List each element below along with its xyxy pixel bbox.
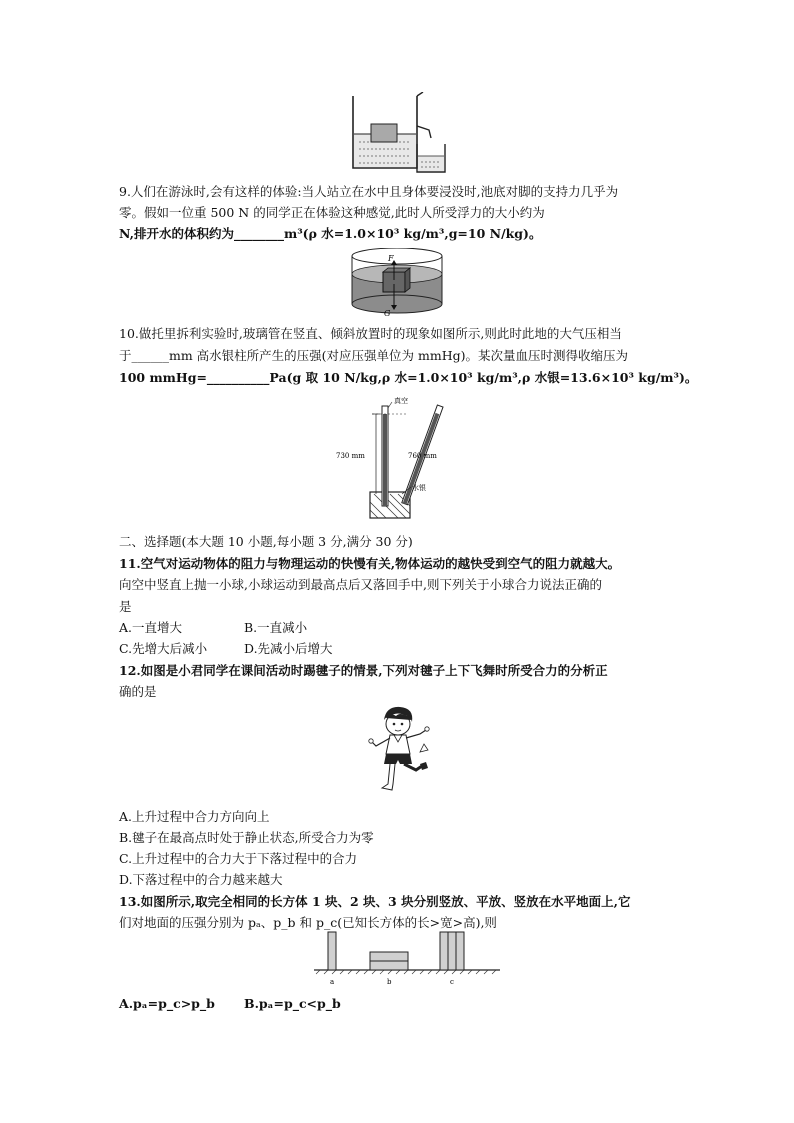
q11-option-b: B.一直减小 xyxy=(244,620,308,635)
q12-option-c: C.上升过程中的合力大于下落过程中的合力 xyxy=(119,851,358,866)
q13-line-1: 13.如图所示,取完全相同的长方体 1 块、2 块、3 块分别竖放、平放、竖放在水平地面上,它 xyxy=(119,894,631,909)
q12-line-1: 12.如图是小君同学在课间活动时踢毽子的情景,下列对毽子上下飞舞时所受合力的分析正 xyxy=(119,663,608,678)
height-760-label: 760 mm xyxy=(408,452,437,460)
block-c-label: c xyxy=(450,978,454,986)
q11-line-3: 是 xyxy=(119,599,132,614)
q11-line-1: 11.空气对运动物体的阻力与物理运动的快慢有关,物体运动的越快受到空气的阻力就越大。 xyxy=(119,556,621,571)
q11-line-2: 向空中竖直上抛一小球,小球运动到最高点后又落回手中,则下列关于小球合力说法正确的 xyxy=(119,577,602,592)
torricelli-figure xyxy=(336,394,456,524)
q12-option-d: D.下落过程中的合力越来越大 xyxy=(119,872,283,887)
q12-line-2: 确的是 xyxy=(119,684,157,699)
q12-option-b: B.毽子在最高点时处于静止状态,所受合力为零 xyxy=(119,830,374,845)
block-a-label: a xyxy=(330,978,335,986)
q11-option-a: A.一直增大 xyxy=(119,620,183,635)
q13-option-a: A.pₐ=p_c>p_b xyxy=(119,996,215,1011)
mercury-label: 水银 xyxy=(412,484,426,492)
q13-option-b: B.pₐ=p_c<p_b xyxy=(244,996,341,1011)
cylinder-force-figure xyxy=(350,248,444,318)
q12-option-a: A.上升过程中合力方向向上 xyxy=(119,809,270,824)
section-2-title: 二、选择题(本大题 10 小题,每小题 3 分,满分 30 分) xyxy=(119,534,413,549)
height-730-label: 730 mm xyxy=(336,452,365,460)
q10-line-3: 100 mmHg=__________Pa(g 取 10 N/kg,ρ 水=1.0×10³ kg/m³,ρ 水银=13.6×10³ kg/m³)。 xyxy=(119,370,698,385)
blocks-pressure-figure xyxy=(312,930,502,988)
q10-line-1: 10.做托里拆利实验时,玻璃管在竖直、倾斜放置时的现象如图所示,则此时此地的大气压相当 xyxy=(119,326,622,341)
beaker-overflow-figure xyxy=(345,92,450,176)
q9-line-3: N,排开水的体积约为________m³(ρ 水=1.0×10³ kg/m³,g=10 N/kg)。 xyxy=(119,226,542,241)
q9-line-1: 9.人们在游泳时,会有这样的体验:当人站立在水中且身体要浸没时,池底对脚的支持力几乎为 xyxy=(119,184,619,199)
q10-line-2: 于______mm 高水银柱所产生的压强(对应压强单位为 mmHg)。某次量血压时测得收缩压为 xyxy=(119,348,629,363)
kicking-shuttlecock-figure xyxy=(366,704,432,796)
q9-line-2: 零。假如一位重 500 N 的同学正在体验这种感觉,此时人所受浮力的大小约为 xyxy=(119,205,545,220)
q13-line-2: 们对地面的压强分别为 pₐ、p_b 和 p_c(已知长方体的长>宽>高),则 xyxy=(119,915,497,930)
force-F-label: F xyxy=(388,254,394,263)
force-G-label: G xyxy=(384,309,391,318)
block-b-label: b xyxy=(387,978,392,986)
q11-option-c: C.先增大后减小 xyxy=(119,641,208,656)
q11-option-d: D.先减小后增大 xyxy=(244,641,333,656)
vacuum-label: 真空 xyxy=(394,397,408,405)
